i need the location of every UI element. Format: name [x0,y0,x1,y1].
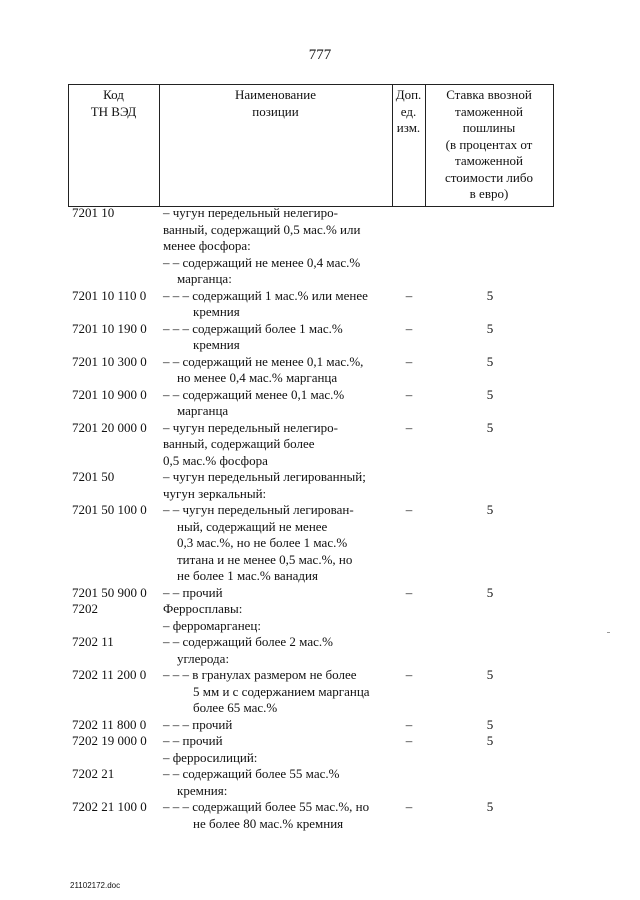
header-line: в евро) [469,186,509,201]
unit-value: – [405,287,413,303]
name-line: ванный, содержащий более [163,436,315,451]
tariff-code: 7202 21 [72,766,115,781]
header-rate [425,87,553,203]
tariff-code: 7201 50 [72,469,115,484]
file-name-footer: 21102172.doc [70,881,121,890]
name-line: 0,5 мас.% фосфора [163,452,268,468]
name-line: но менее 0,4 мас.% марганца [177,370,338,385]
name-line: не более 80 мас.% кремния [193,815,344,831]
header-name [159,87,392,120]
tariff-code: 7201 10 190 0 [72,320,147,336]
position-name [163,601,393,618]
name-line: – – прочий [163,733,223,748]
name-line: – – прочий [163,584,223,600]
tariff-code: 7201 10 [72,205,115,220]
name-line: – – содержащий более 55 мас.% [163,766,340,781]
duty-rate: 5 [486,799,494,814]
position-name [163,585,393,602]
header-line: пошлины [462,120,516,135]
unit-value: – [405,502,413,517]
header-line: (в процентах от [445,136,533,152]
header-line: ед. [400,103,417,119]
position-name [163,502,393,585]
tariff-code: 7202 11 200 0 [72,667,147,682]
position-name [163,766,393,799]
name-line: – – содержащий не менее 0,1 мас.%, [163,353,364,369]
unit-value: – [405,799,413,814]
name-line: марганца [177,403,229,418]
name-line: – чугун передельный легированный; [163,469,366,484]
name-line: кремния [193,304,240,319]
duty-rate: 5 [486,733,494,748]
name-line: – – содержащий не менее 0,4 мас.% [163,254,361,270]
position-name [163,205,393,255]
name-line: марганца: [177,271,232,286]
name-line: ванный, содержащий 0,5 мас.% или [163,221,361,237]
name-line: – ферромарганец: [163,617,262,633]
name-line: – – – содержащий более 1 мас.% [163,320,343,336]
name-line: углерода: [177,650,230,666]
unit-value: – [405,386,413,402]
name-line: ный, содержащий не менее [177,518,328,534]
header-code [68,87,159,120]
position-name [163,469,393,502]
position-name [163,420,393,470]
name-line: – – – прочий [163,716,233,732]
position-name [163,321,393,354]
name-line: 5 мм и с содержанием марганца [193,683,370,699]
tariff-code: 7201 50 900 0 [72,584,147,600]
name-line: менее фосфора: [163,238,251,253]
name-line: не более 1 мас.% ванадия [177,568,318,583]
position-name [163,255,393,288]
position-name [163,667,393,717]
position-name [163,799,393,832]
page-number: 777 [308,47,332,63]
duty-rate: 5 [486,584,494,600]
name-line: кремния [193,337,240,352]
tariff-code: 7201 10 900 0 [72,386,147,402]
position-name [163,733,393,750]
duty-rate: 5 [486,386,494,402]
duty-rate: 5 [486,353,494,369]
header-line: Доп. [395,87,422,102]
position-name [163,387,393,420]
tariff-code: 7202 11 800 0 [72,716,147,732]
duty-rate: 5 [486,667,494,682]
name-line: – – – содержащий 1 мас.% или менее [163,287,368,303]
tariff-code: 7201 10 300 0 [72,353,147,369]
name-line: Ферросплавы: [163,601,243,616]
duty-rate: 5 [486,716,494,732]
tariff-code: 7201 10 110 0 [72,287,147,303]
position-name [163,618,393,635]
header-line: позиции [252,103,299,119]
name-line: – – содержащий более 2 мас.% [163,634,333,649]
position-name [163,354,393,387]
unit-value: – [405,667,413,682]
name-line: – ферросилиций: [163,749,258,765]
name-line: более 65 мас.% [193,700,278,715]
duty-rate: 5 [486,419,494,435]
name-line: – чугун передельный нелегиро- [163,419,338,435]
header-unit [392,87,425,137]
header-line: изм. [396,120,421,135]
header-line: Код [103,87,124,102]
position-name [163,717,393,734]
unit-value: – [405,584,413,600]
tariff-code: 7201 50 100 0 [72,502,147,517]
name-line: кремния: [177,782,228,798]
tariff-code: 7201 20 000 0 [72,419,147,435]
name-line: – – чугун передельный легирован- [163,502,354,517]
tariff-code: 7202 21 100 0 [72,799,147,814]
name-line: – – содержащий менее 0,1 мас.% [163,386,345,402]
position-name [163,634,393,667]
duty-rate: 5 [486,287,494,303]
tariff-code: 7202 [72,601,98,616]
position-name [163,750,393,767]
unit-value: – [405,716,413,732]
header-line: таможенной [455,153,523,168]
tariff-code: 7202 11 [72,634,114,649]
unit-value: – [405,353,413,369]
name-line: 0,3 мас.%, но не более 1 мас.% [177,535,348,550]
name-line: титана и не менее 0,5 мас.%, но [177,551,353,567]
header-line: ТН ВЭД [90,103,137,119]
scan-mark [607,632,610,633]
column-border [553,84,554,206]
duty-rate: 5 [486,502,494,517]
name-line: – – – в гранулах размером не более [163,667,357,682]
header-line: таможенной [455,103,523,119]
duty-rate: 5 [486,320,494,336]
unit-value: – [405,419,413,435]
name-line: – чугун передельный нелегиро- [163,205,338,220]
unit-value: – [405,320,413,336]
header-line: Ставка ввозной [446,87,532,102]
header-line: стоимости либо [444,169,533,185]
table-top-rule [68,84,554,85]
unit-value: – [405,733,413,748]
name-line: – – – содержащий более 55 мас.%, но [163,799,370,814]
name-line: чугун зеркальный: [163,485,267,501]
tariff-code: 7202 19 000 0 [72,733,147,748]
position-name [163,288,393,321]
header-line: Наименование [235,87,316,102]
